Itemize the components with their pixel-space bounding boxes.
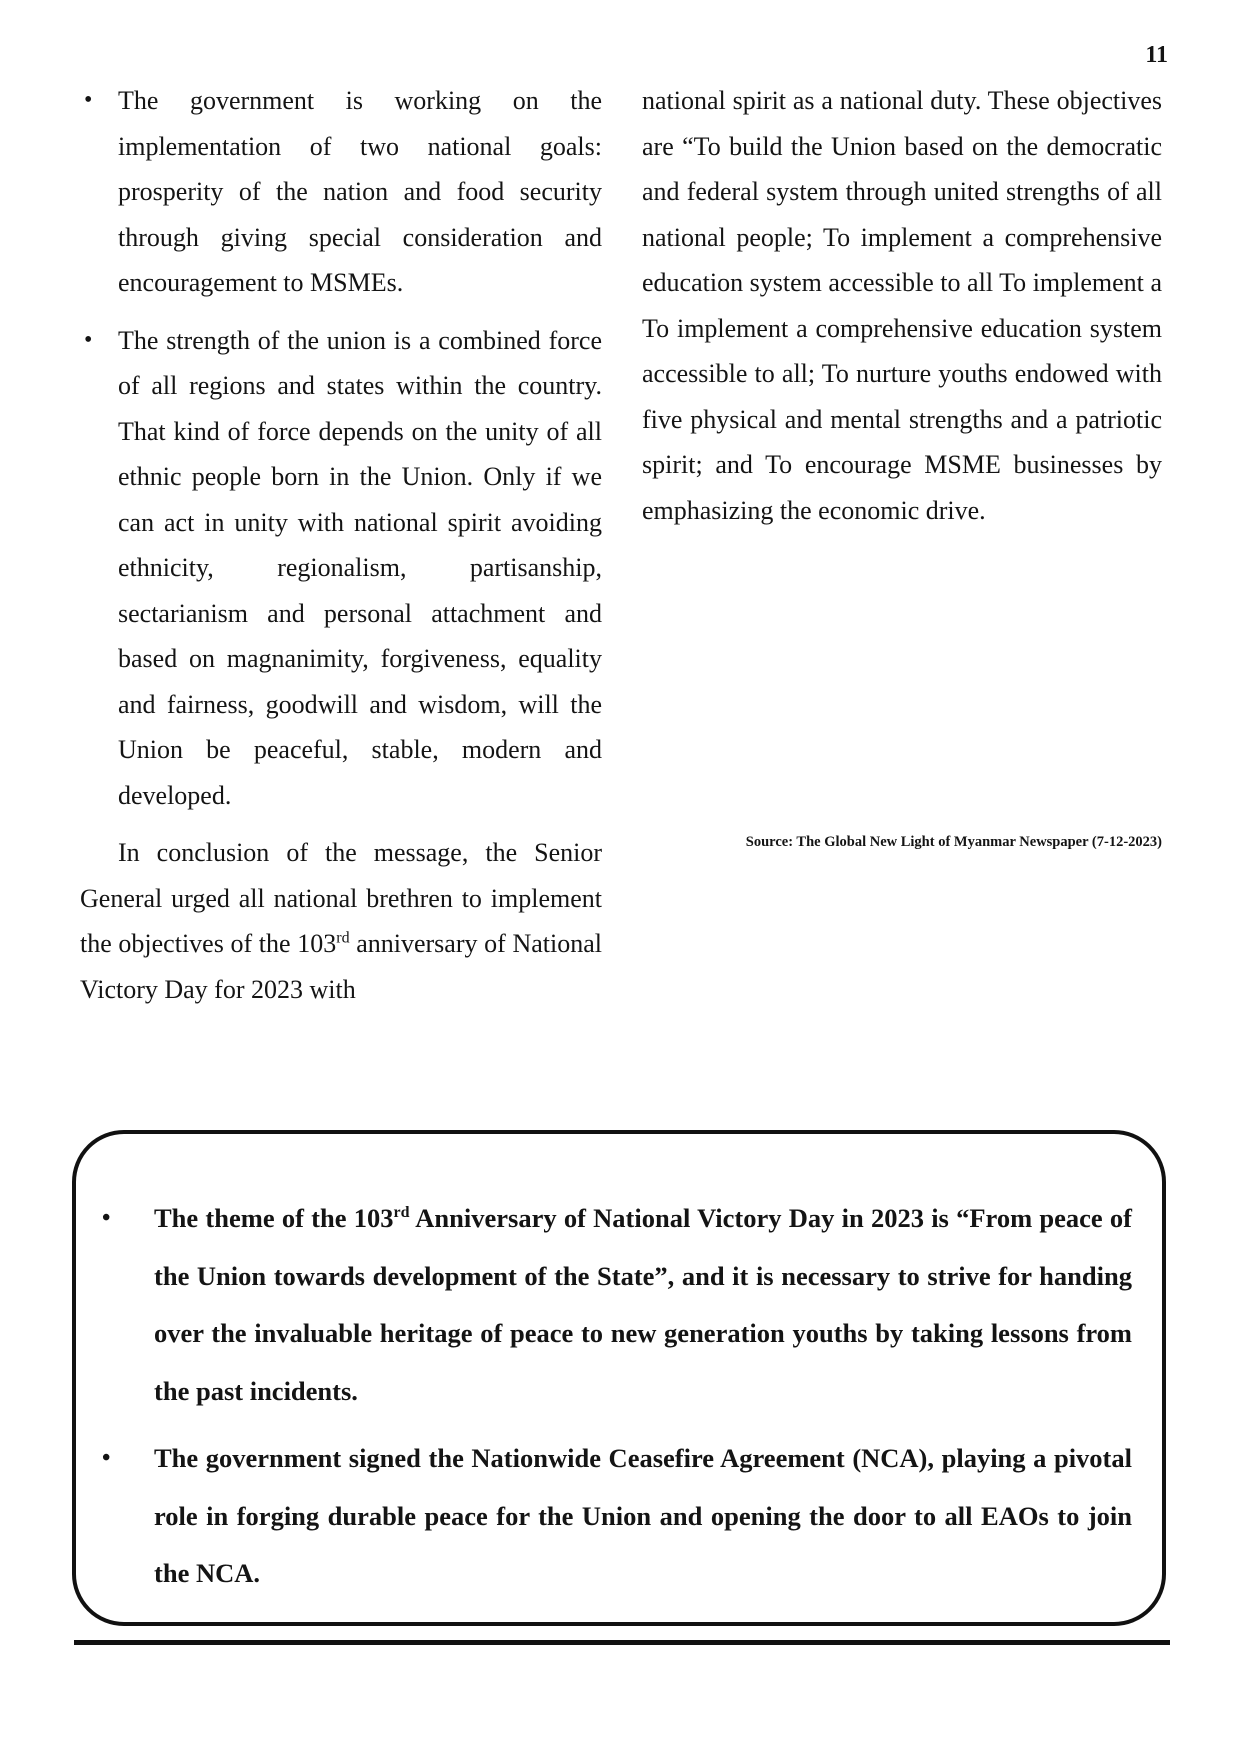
- bullet-icon: •: [84, 326, 93, 353]
- conclusion-text-end: anniversary of National Victory Day for 2023 with: [80, 929, 602, 1004]
- objectives-paragraph: national spirit as a national duty. These objectives are “To build the Union based on the democratic and federal system through united strengths of all national people; To implement a comprehensive education system accessible to all To implement a To implement a comprehensive education system accessible to all; To nurture youths endowed with five physical and mental strengths and a patriotic spirit; and To encourage MSME businesses by emphasizing the economic drive.: [642, 86, 1162, 525]
- list-item: [98, 1190, 1132, 1420]
- box-text-start: The theme of the 103: [154, 1203, 394, 1233]
- list-item: [98, 1430, 1132, 1603]
- page-number: 11: [1145, 42, 1168, 68]
- right-column: [642, 78, 1162, 533]
- box-text: The government signed the Nationwide Ceasefire Agreement (NCA), playing a pivotal role in forging durable peace for the Union and opening the door to all EAOs to join the NCA.: [154, 1443, 1132, 1588]
- left-bullet-list: [80, 78, 602, 818]
- bullet-text: The strength of the union is a combined force of all regions and states within the country. That kind of force depends on the unity of all ethnic people born in the Union. Only if we can act in unity with national spirit avoiding ethnicity, regionalism, partisanship, sectarianism and personal attachment and based on magnanimity, forgiveness, equality and fairness, goodwill and wisdom, will the Union be peaceful, stable, modern and developed.: [118, 325, 602, 810]
- bullet-text: The government is working on the implementation of two national goals: prosperity of the nation and food security through giving special consideration and encouragement to MSMEs.: [118, 86, 602, 297]
- ordinal-suffix: rd: [336, 929, 350, 947]
- bullet-icon: •: [84, 87, 93, 113]
- conclusion-text-start: In conclusion of the message, the Senior General urged all national brethren to implement the objectives of the 103: [80, 838, 602, 958]
- bottom-divider: [74, 1640, 1170, 1645]
- bullet-icon: •: [102, 1205, 111, 1231]
- ordinal-suffix: rd: [393, 1204, 410, 1222]
- source-note: Source: The Global New Light of Myanmar Newspaper (7-12-2023): [745, 834, 1162, 850]
- left-column: [80, 78, 602, 1012]
- highlight-box: [72, 1130, 1166, 1626]
- list-item: [80, 318, 602, 819]
- bullet-icon: •: [102, 1445, 111, 1471]
- conclusion-paragraph: [80, 830, 602, 1012]
- list-item: [80, 78, 602, 306]
- box-text-end: Anniversary of National Victory Day in 2023 is “From peace of the Union towards development of the State”, and it is necessary to strive for handing over the invaluable heritage of peace to new generation youths by taking lessons from the past incidents.: [154, 1203, 1132, 1406]
- box-bullet-list: [98, 1190, 1132, 1603]
